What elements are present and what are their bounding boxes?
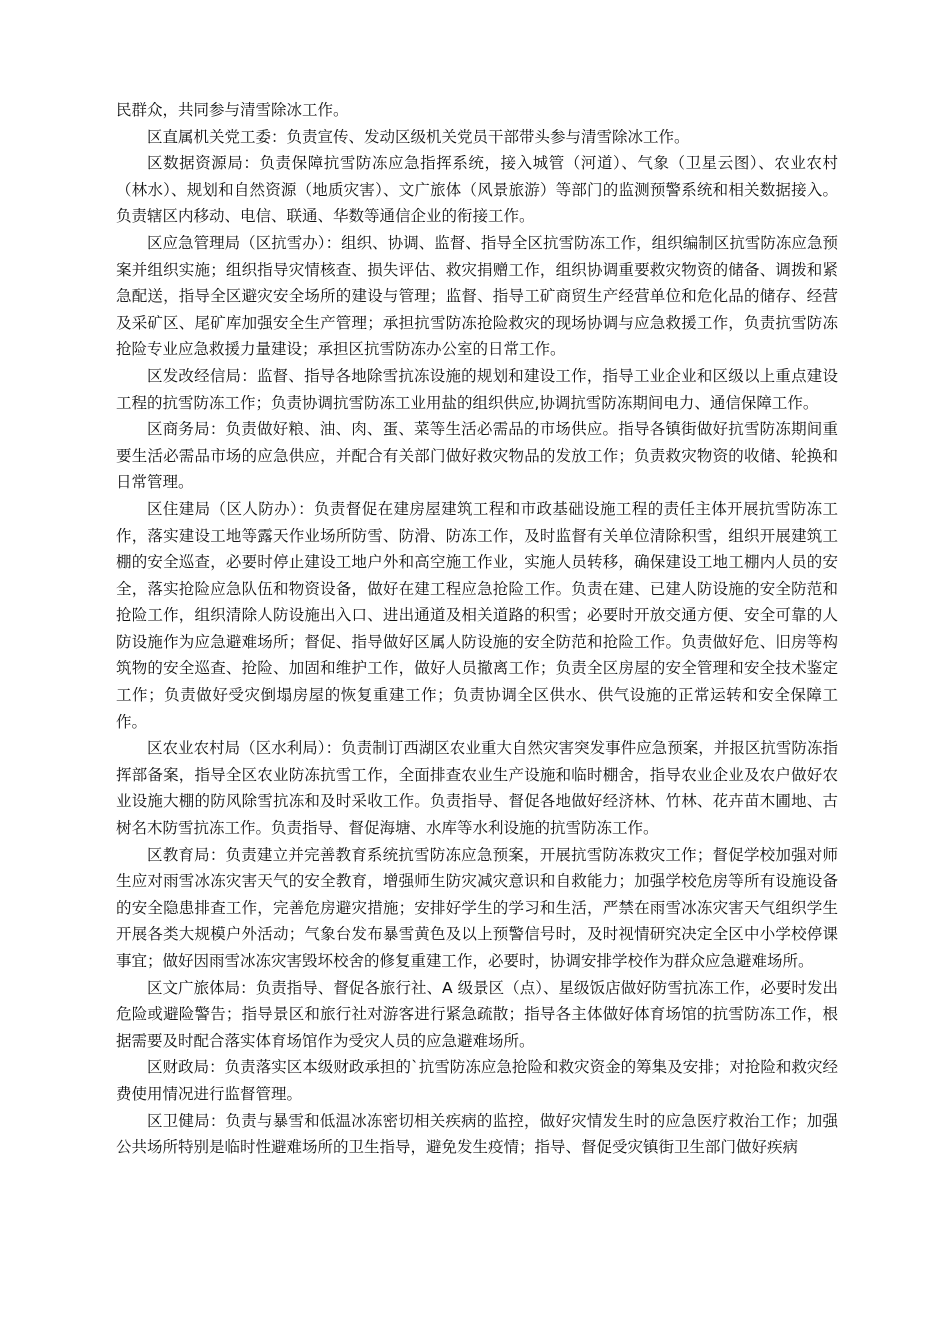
paragraph-agriculture-rural-bureau: 区农业农村局（区水利局）：负责制订西湖区农业重大自然灾害突发事件应急预案，并报区抗雪防冻指挥部备案，指导全区农业防冻抗雪工作，全面排查农业生产设施和临时棚舍，指导农业企业及农户做好农业设施大棚的防风除雪抗冻和及时采收工作。负责指导、督促各地做好经济林、竹林、花卉苗木圃地、古树名木防雪抗冻工作。负责指导、督促海塘、水库等水利设施的抗雪防冻工作。 bbox=[116, 739, 838, 838]
paragraph-party-committee: 区直属机关党工委：负责宣传、发动区级机关党员干部带头参与清雪除冰工作。 bbox=[147, 127, 690, 146]
paragraph-finance-bureau: 区财政局：负责落实区本级财政承担的`抗雪防冻应急抢险和救灾资金的筹集及安排；对抢险和救灾经费使用情况进行监督管理。 bbox=[116, 1058, 838, 1103]
paragraph-commerce-bureau: 区商务局：负责做好粮、油、肉、蛋、菜等生活必需品的市场供应。指导各镇街做好抗雪防冻期间重要生活必需品市场的应急供应，并配合有关部门做好救灾物品的发放工作；负责救灾物资的收储、轮换和日常管理。 bbox=[116, 420, 838, 492]
paragraph-data-resources-bureau: 区数据资源局：负责保障抗雪防冻应急指挥系统，接入城管（河道）、气象（卫星云图）、农业农村（林水）、规划和自然资源（地质灾害）、文广旅体（风景旅游）等部门的监测预警系统和相关数据接入。负责辖区内移动、电信、联通、华数等通信企业的衔接工作。 bbox=[116, 154, 838, 226]
paragraph-culture-tourism-bureau: 区文广旅体局：负责指导、督促各旅行社、A 级景区（点）、星级饭店做好防雪抗冻工作，必要时发出危险或避险警告；指导景区和旅行社对游客进行紧急疏散；指导各主体做好体育场馆的抗雪防冻工作，根据需要及时配合落实体育场馆作为受灾人员的应急避难场所。 bbox=[116, 978, 838, 1050]
paragraph-education-bureau: 区教育局：负责建立并完善教育系统抗雪防冻应急预案，开展抗雪防冻救灾工作；督促学校加强对师生应对雨雪冰冻灾害天气的安全教育，增强师生防灾减灾意识和自救能力；加强学校危房等所有设施设备的安全隐患排查工作，完善危房避灾措施；安排好学生的学习和生活，严禁在雨雪冰冻灾害天气组织学生开展各类大规模户外活动；气象台发布暴雪黄色及以上预警信号时，及时视情研究决定全区中小学校停课事宜；做好因雨雪冰冻灾害毁坏校舍的修复重建工作，必要时，协调安排学校作为群众应急避难场所。 bbox=[116, 845, 838, 970]
paragraph-emergency-management-bureau: 区应急管理局（区抗雪办）：组织、协调、监督、指导全区抗雪防冻工作，组织编制区抗雪防冻应急预案并组织实施；组织指导灾情核查、损失评估、救灾捐赠工作，组织协调重要救灾物资的储备、调拨和紧急配送，指导全区避灾安全场所的建设与管理；监督、指导工矿商贸生产经营单位和危化品的储存、经营及采矿区、尾矿库加强安全生产管理；承担抗雪防冻抢险救灾的现场协调与应急救援工作，负责抗雪防冻抢险专业应急救援力量建设；承担区抗雪防冻办公室的日常工作。 bbox=[116, 233, 838, 359]
document-page bbox=[116, 97, 838, 1161]
paragraph-health-bureau: 区卫健局：负责与暴雪和低温冰冻密切相关疾病的监控，做好灾情发生时的应急医疗救治工作；加强公共场所特别是临时性避难场所的卫生指导，避免发生疫情；指导、督促受灾镇街卫生部门做好疾病 bbox=[116, 1111, 838, 1157]
paragraph-continuation: 民群众，共同参与清雪除冰工作。 bbox=[116, 101, 349, 119]
paragraph-development-reform-bureau: 区发改经信局：监督、指导各地除雪抗冻设施的规划和建设工作，指导工业企业和区级以上重点建设工程的抗雪防冻工作；负责协调抗雪防冻工业用盐的组织供应,协调抗雪防冻期间电力、通信保障工作。 bbox=[116, 366, 838, 412]
paragraph-housing-construction-bureau: 区住建局（区人防办）：负责督促在建房屋建筑工程和市政基础设施工程的责任主体开展抗雪防冻工作，落实建设工地等露天作业场所防雪、防滑、防冻工作，及时监督有关单位清除积雪，组织开展建筑工棚的安全巡查，必要时停止建设工地户外和高空施工作业，实施人员转移，确保建设工地工棚内人员的安全，落实抢险应急队伍和物资设备，做好在建工程应急抢险工作。负责在建、已建人防设施的安全防范和抢险工作，组织清除人防设施出入口、进出通道及相关道路的积雪；必要时开放交通方便、安全可靠的人防设施作为应急避难场所；督促、指导做好区属人防设施的安全防范和抢险工作。负责做好危、旧房等构筑物的安全巡查、抢险、加固和维护工作，做好人员撤离工作；负责全区房屋的安全管理和安全技术鉴定工作；负责做好受灾倒塌房屋的恢复重建工作；负责协调全区供水、供气设施的正常运转和安全保障工作。 bbox=[116, 499, 838, 731]
